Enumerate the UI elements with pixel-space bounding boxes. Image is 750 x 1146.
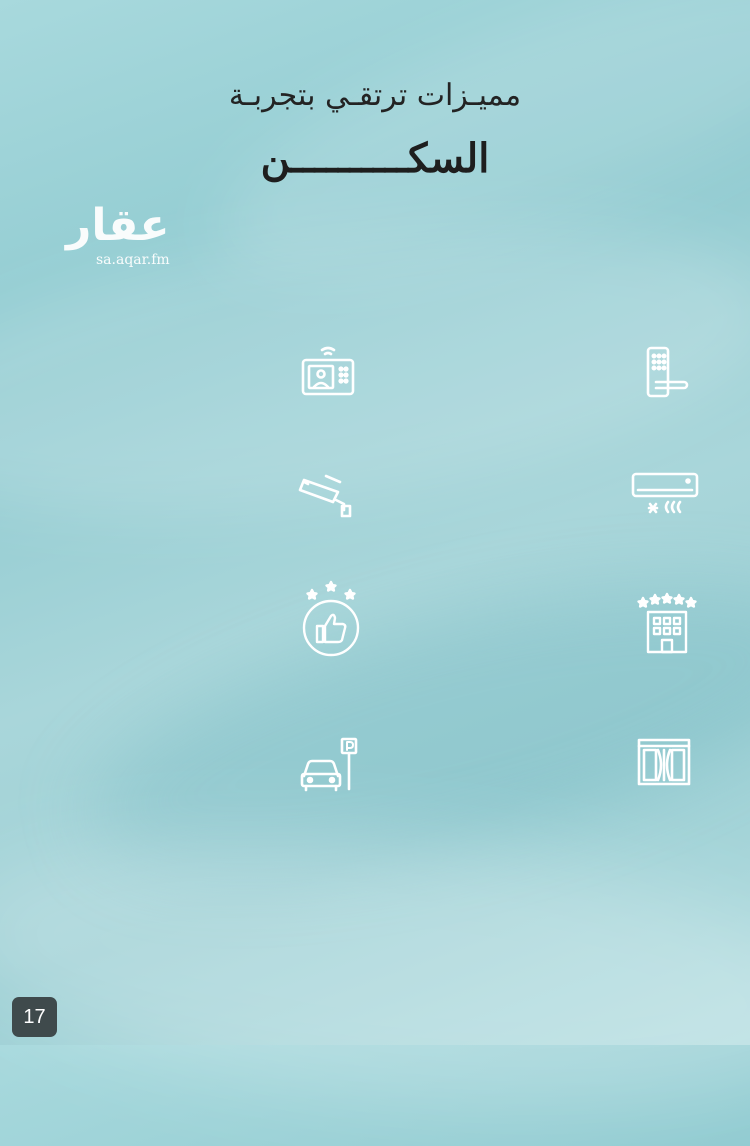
window-icon	[636, 734, 692, 790]
page-title-line1: مميـزات ترتقـي بتجربـة	[228, 78, 522, 113]
smart-lock-icon	[636, 344, 692, 400]
air-conditioner-icon	[630, 466, 700, 522]
page-number: 17	[12, 997, 57, 1037]
quality-thumbs-up-icon	[298, 580, 364, 660]
aqar-url: sa.aqar.fm	[96, 252, 170, 268]
security-camera-icon	[298, 462, 354, 518]
hotel-building-icon	[636, 592, 698, 654]
parking-car-icon	[298, 736, 360, 792]
aqar-logo-text: عقار	[66, 200, 170, 251]
intercom-icon	[300, 344, 356, 400]
aqar-watermark	[66, 198, 196, 268]
page-title-line2: السكــــــــــن	[260, 135, 490, 182]
